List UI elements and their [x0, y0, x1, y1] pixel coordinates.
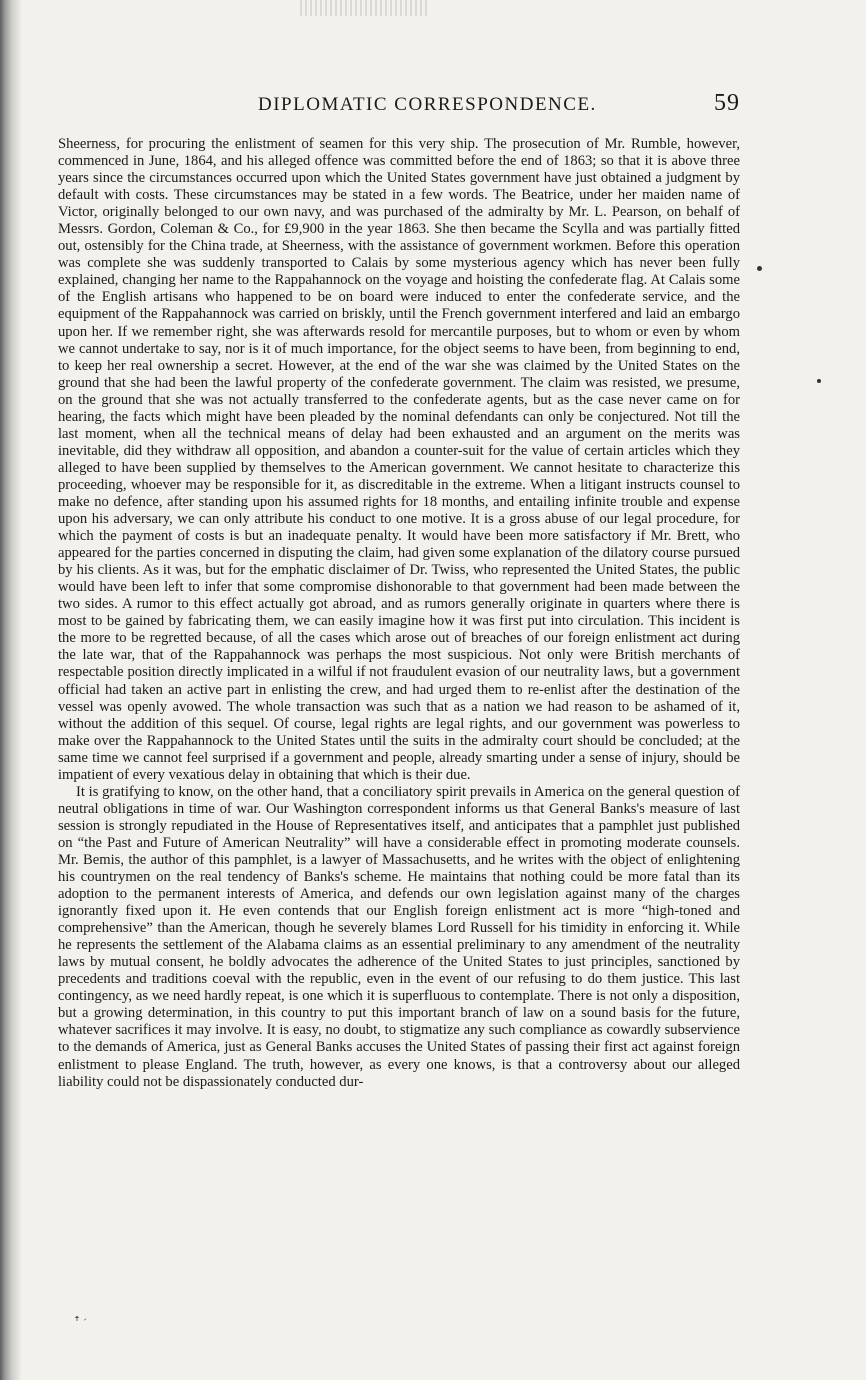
page-header: [58, 90, 740, 122]
ink-speck: [817, 379, 821, 383]
paragraph: Sheerness, for procuring the enlistment of seamen for this very ship. The prosecution of Mr. Rumble, however, commenced in June, 1864, and his alleged offence was committed before the end of 1863; so that it is above three years since the circumstances occurred upon which the United States government have just obtained a judgment by default with costs. These circumstances may be stated in a few words. The Beatrice, under her maiden name of Victor, originally belonged to our own navy, and was purchased of the admiralty by Mr. L. Pearson, on behalf of Messrs. Gordon, Coleman & Co., for £9,900 in the year 1863. She then became the Scylla and was partially fitted out, ostensibly for the China trade, at Sheerness, with the assistance of government workmen. Before this operation was complete she was suddenly transported to Calais by some mysterious agency which has never been fully explained, changing her name to the Rappahannock on the voyage and hoisting the confederate flag. At Calais some of the English artisans who happened to be on board were induced to enter the confederate service, and the equipment of the Rappahannock was carried on briskly, until the French government interfered and laid an embargo upon her. If we remember right, she was afterwards resold for mercantile purposes, but to whom or even by whom we cannot undertake to say, nor is it of much importance, for the object seems to have been, from beginning to end, to keep her real ownership a secret. However, at the end of the war she was claimed by the United States on the ground that she had been the lawful property of the confederate government. The claim was resisted, we presume, on the ground that she was not actually transferred to the confederate agents, but as the case never came on for hearing, the facts which might have been pleaded by the nominal defendants can only be conjectured. Not till the last moment, when all the technical means of delay had been exhausted and an argument on the merits was inevitable, did they withdraw all opposition, and abandon a counter-suit for the value of certain articles which they alleged to have been supplied by themselves to the American government. We cannot hesitate to characterize this proceeding, whoever may be responsible for it, as discreditable in the extreme. When a litigant instructs counsel to make no defence, after standing upon his assumed rights for 18 months, and entailing infinite trouble and expense upon his adversary, we can only attribute his conduct to one motive. It is a gross abuse of our legal procedure, for which the payment of costs is but an inadequate penalty. It would have been more satisfactory if Mr. Brett, who appeared for the parties concerned in disputing the claim, had given some explanation of the dilatory course pursued by his clients. As it was, but for the emphatic disclaimer of Dr. Twiss, who represented the United States, the public would have been left to infer that some compromise dishonorable to that government had been made between the two sides. A rumor to this effect actually got abroad, and as rumors generally originate in quarters where there is most to be gained by fabricating them, we can easily imagine how it was first put into circulation. This incident is the more to be regretted because, of all the cases which arose out of breaches of our foreign enlistment act during the late war, that of the Rappahannock was perhaps the most suspicious. Not only were British merchants of respectable position directly implicated in a wilful if not fraudulent evasion of our neutrality laws, but a government official had taken an active part in enlisting the crew, and had urged them to re-enlist after the destination of the vessel was openly avowed. The whole transaction was such that as a nation we had reason to be ashamed of it, without the addition of this sequel. Of course, legal rights are legal rights, and our government was powerless to make over the Rappahannock to the United States until the suits in the admiralty court should be concluded; at the same time we cannot feel surprised if a government and people, already smarting under a sense of injury, should be impatient of every vexatious delay in obtaining that which is their due.: [58, 136, 740, 783]
body-text: [58, 136, 740, 1091]
running-title: DIPLOMATIC CORRESPONDENCE.: [258, 94, 597, 115]
ink-speck: [757, 266, 762, 271]
paragraph: It is gratifying to know, on the other hand, that a conciliatory spirit prevails in America on the general question of neutral obligations in time of war. Our Washington correspondent informs us that General Banks's measure of last session is strongly repudiated in the House of Representatives itself, and anticipates that a pamphlet just published on “the Past and Future of American Neutrality” will have a considerable effect in promoting moderate counsels. Mr. Bemis, the author of this pamphlet, is a lawyer of Massachusetts, and he writes with the object of enlightening his countrymen on the real tendency of Banks's scheme. He maintains that nothing could be more fatal than its adoption to the permanent interests of America, and defends our own legislation against many of the charges ignorantly fixed upon it. He even contends that our English foreign enlistment act is more “high-toned and comprehensive” than the American, though he severely blames Lord Russell for his timidity in enforcing it. While he represents the settlement of the Alabama claims as an essential preliminary to any amendment of the neutrality laws by mutual consent, he boldly advocates the adherence of the United States to just principles, sanctioned by precedents and traditions coeval with the republic, even in the event of our refusing to do them justice. This last contingency, as we need hardly repeat, is one which it is superfluous to contemplate. There is not only a disposition, but a growing determination, in this country to put this important branch of law on a sound basis for the future, whatever sacrifices it may involve. It is easy, no doubt, to stigmatize any such compliance as cowardly subservience to the demands of America, just as General Banks accuses the United States of passing their first act against foreign enlistment to please England. The truth, however, as every one knows, is that a controversy about our alleged liability could not be dispassionately conducted dur-: [58, 783, 740, 1090]
stray-marks: ꜛ ˊ: [74, 1316, 87, 1330]
scan-artifact: [300, 0, 430, 16]
page-number: 59: [714, 90, 740, 116]
binding-shadow: [0, 0, 22, 1380]
